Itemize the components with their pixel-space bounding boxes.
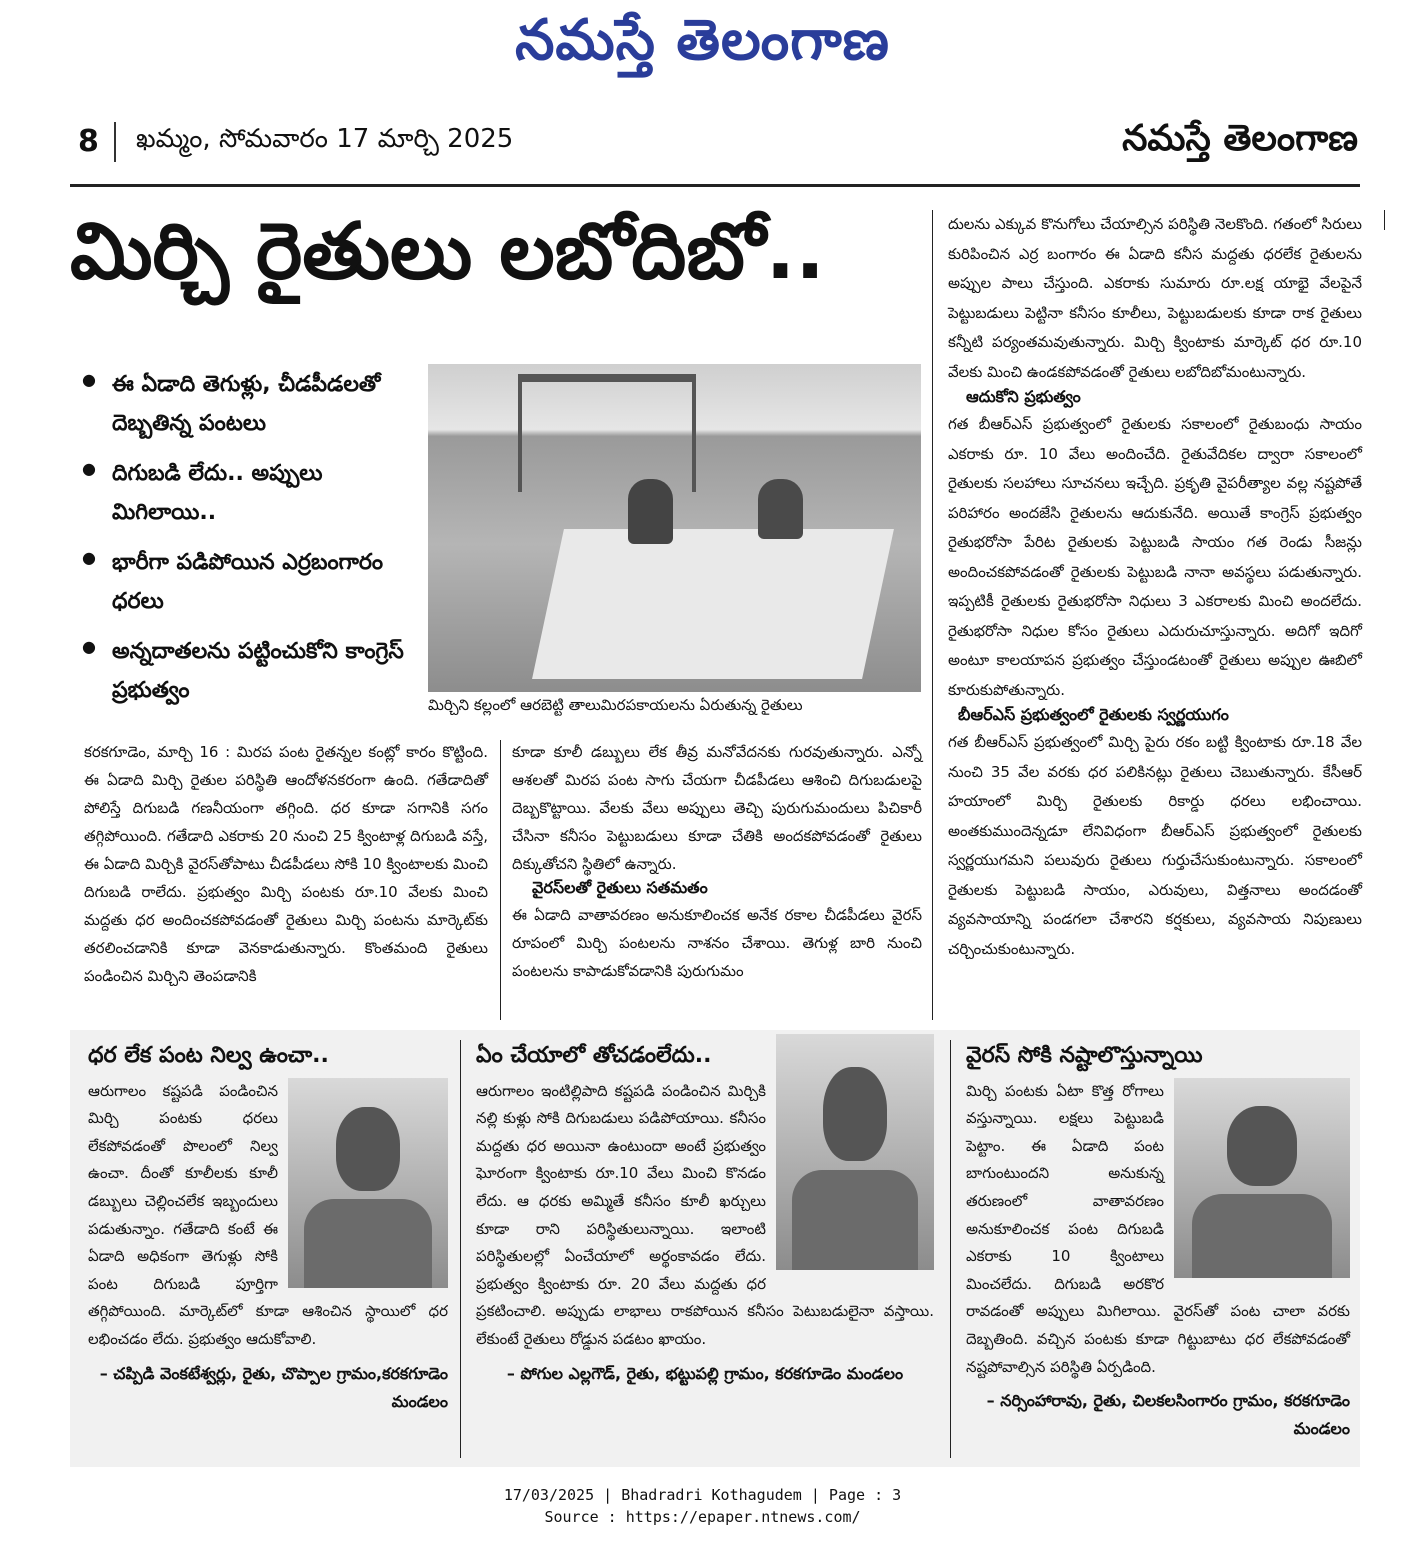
header-rule — [70, 184, 1360, 187]
article-paragraph: కరకగూడెం, మార్చి 16 : మిరప పంట రైతన్నల కంట్లో కారం కొట్టింది. ఈ ఏడాది మిర్చి రైతుల పరిస్థితి ఆందోళనకరంగా ఉంది. గతేడాదితో పోలిస్తే దిగుబడి గణనీయంగా తగ్గింది. ధర కూడా సగానికి సగం తగ్గిపోయింది. గతేడాది ఎకరాకు 20 నుంచి 25 క్వింటాళ్ల దిగుబడి వస్తే, ఈ ఏడాది మిర్చికి వైరస్‌తోపాటు చీడపీడలు సోకి 10 క్వింటాలకు మించి దిగుబడి రాలేదు. ప్రభుత్వం మిర్చి పంటకు రూ.10 వేలకు మించి మద్దతు ధర అందించకపోవడంతో రైతులు మిర్చి పంటను మార్కెట్‌కు తరలించడానికి కూడా వెనకాడుతున్నారు. కొంతమంది రైతులు పండించిన మిర్చిని తెంపడానికి — [84, 743, 488, 985]
masthead-logo: నమస్తే తెలంగాణ — [515, 8, 890, 73]
quote-byline: – చప్పిడి వెంకటేశ్వర్లు, రైతు, చొప్పాల గ్రామం,కరకగూడెం మండలం — [99, 1363, 448, 1411]
header-logo: నమస్తే తెలంగాణ — [1122, 118, 1358, 159]
bullet-item: ● భారీగా పడిపోయిన ఎర్రబంగారం ధరలు — [82, 544, 422, 621]
article-subhead: వైరస్‌లతో రైతులు సతమతం — [532, 878, 708, 897]
box-divider — [950, 1040, 951, 1458]
box-divider — [460, 1040, 461, 1458]
article-column-2 — [512, 738, 922, 985]
article-headline: మిర్చి రైతులు లబోదిబో.. — [70, 207, 825, 297]
quote-text: ఆరుగాలం కష్టపడి పండించిన మిర్చి పంటకు ధరలు లేకపోవడంతో పొలంలో నిల్వ ఉంచా. దీంతో కూలీలకు కూలీ డబ్బులు చెల్లించలేక ఇబ్బందులు పడుతున్నాం. గతేడాది కంటే ఈ ఏడాది అధికంగా తెగుళ్లు సోకి పంట దిగుబడి పూర్తిగా తగ్గిపోయింది. మార్కెట్‌లో కూడా ఆశించిన స్థాయిలో ధర లభించడం లేదు. ప్రభుత్వం ఆదుకోవాలి. — [88, 1081, 448, 1348]
quote-box-3 — [966, 1042, 1350, 1443]
quote-text: మిర్చి పంటకు ఏటా కొత్త రోగాలు వస్తున్నాయి. లక్షలు పెట్టుబడి పెట్టాం. ఈ ఏడాది పంట బాగుంటుందని అనుకున్న తరుణంలో వాతావరణం అనుకూలించక పంట దిగుబడి ఎకరాకు 10 క్వింటాలు మించలేదు. దిగుబడి అరకొర రావడంతో అప్పులు మిగిలాయి. వైరస్‌తో పంట చాలా వరకు దెబ్బతింది. వచ్చిన పంటకు కూడా గిట్టుబాటు ధర లేకపోవడంతో నష్టపోవాల్సిన పరిస్థితి ఏర్పడింది. — [966, 1081, 1350, 1376]
article-subhead: బీఆర్ఎస్ ప్రభుత్వంలో రైతులకు స్వర్ణయుగం — [958, 705, 1229, 724]
quote-title: ధర లేక పంట నిల్వ ఉంచా.. — [88, 1043, 329, 1068]
article-column-1 — [84, 738, 488, 990]
photo-caption: మిర్చిని కల్లంలో ఆరబెట్టి తాలుమిరపకాయలను ఏరుతున్న రైతులు — [428, 696, 803, 714]
quote-title: వైరస్ సోకి నష్టాలొస్తున్నాయి — [966, 1043, 1203, 1068]
header-divider — [114, 122, 116, 162]
farmer-portrait — [1174, 1078, 1350, 1278]
bullet-item: ● ఈ ఏడాది తెగుళ్లు, చీడపీడలతో దెబ్బతిన్న పంటలు — [82, 366, 422, 443]
quote-byline: – పోగుల ఎల్లగౌడ్, రైతు, భట్టుపల్లి గ్రామం, కరకగూడెం మండలం — [506, 1363, 904, 1383]
article-paragraph: గత బీఆర్ఎస్ ప్రభుత్వంలో మిర్చి పైరు రకం బట్టి క్వింటాకు రూ.18 వేల నుంచి 35 వేల వరకు ధర పలికినట్లు రైతులు చెబుతున్నారు. కేసీఆర్ హయాంలో మిర్చి రైతులకు రికార్డు ధరలు లభించాయి. అంతకుముందెన్నడూ లేనివిధంగా బీఆర్ఎస్ ప్రభుత్వంలో రైతులకు స్వర్ణయుగమని పలువురు రైతులు గుర్తుచేసుకుంటున్నారు. సకాలంలో రైతులకు పెట్టుబడి సాయం, ఎరువులు, విత్తనాలు అందడంతో వ్యవసాయాన్ని పండగలా చేశారని కర్షకులు, వ్యవసాయ నిపుణులు చర్చించుకుంటున్నారు. — [948, 733, 1362, 958]
dateline: ఖమ్మం, సోమవారం 17 మార్చి 2025 — [136, 124, 514, 154]
tarpaulin-shape — [532, 529, 894, 679]
page-number: 8 — [78, 124, 99, 159]
column-divider — [932, 210, 933, 1020]
quote-box-1 — [88, 1042, 448, 1416]
quote-title: ఏం చేయాలో తోచడంలేదు.. — [476, 1043, 712, 1068]
page-footer — [0, 1484, 1405, 1528]
farmers-drying-chillies-photo — [428, 364, 921, 692]
column-divider — [500, 740, 501, 1020]
footer-source-link[interactable]: Source : https://epaper.ntnews.com/ — [544, 1508, 861, 1526]
quote-text: ఆరుగాలం ఇంటిల్లిపాది కష్టపడి పండించిన మిర్చికి నల్లి కుళ్లు సోకి దిగుబడులు పడిపోయాయి. కనీసం మద్దతు ధర అయినా ఉంటుందా అంటే ప్రభుత్వం ఘోరంగా క్వింటాకు రూ.10 వేలు మించి కొనడం లేదు. ఆ ధరకు అమ్మితే కనీసం కూలీ ఖర్చులు కూడా రాని పరిస్థితులున్నాయి. ఇలాంటి పరిస్థితులల్లో ఏంచేయాలో అర్థంకావడం లేదు. ప్రభుత్వం క్వింటాకు రూ. 20 వేలు మద్దతు ధర ప్రకటించాలి. అప్పుడు లాభాలు రాకపోయిన కనీసం పెటుబడులైనా వస్తాయి. లేకుంటే రైతులు రోడ్డున పడటం ఖాయం. — [476, 1081, 934, 1348]
shed-shape — [518, 374, 696, 492]
footer-date-line: 17/03/2025 | Bhadradri Kothagudem | Page : 3 — [503, 1486, 902, 1504]
page-header — [78, 118, 1358, 178]
quote-byline: – నర్సింహారావు, రైతు, చిలకలసింగారం గ్రామం, కరకగూడెం మండలం — [986, 1391, 1350, 1439]
article-paragraph: ఈ ఏడాది వాతావరణం అనుకూలించక అనేక రకాల చీడపీడలు వైరస్ రూపంలో మిర్చి పంటలను నాశనం చేశాయి. తెగుళ్ల బారి నుంచి పంటలను కాపాడుకోవడానికి పురుగుమం — [512, 906, 922, 980]
column-divider — [1384, 210, 1385, 230]
article-paragraph: కూడా కూలీ డబ్బులు లేక తీవ్ర మనోవేదనకు గురవుతున్నారు. ఎన్నో ఆశలతో మిరప పంట సాగు చేయగా చీడపీడలు ఆశించి దిగుబడులపై దెబ్బకొట్టాయి. వేలకు వేలు అప్పులు తెచ్చి పురుగుమందులు పిచికారీ చేసినా కనీసం పెట్టుబడులు కూడా చేతికి అందకపోవడంతో రైతులు దిక్కుతోచని స్థితిలో ఉన్నారు. — [512, 743, 922, 873]
bullet-item: ● దిగుబడి లేదు.. అప్పులు మిగిలాయి.. — [82, 455, 422, 532]
article-column-3 — [948, 210, 1362, 964]
article-subhead: ఆదుకోని ప్రభుత్వం — [966, 387, 1081, 406]
farmer-figure — [758, 479, 803, 539]
quote-box-2 — [476, 1042, 934, 1388]
highlight-bullets — [82, 366, 422, 722]
farmer-portrait — [288, 1078, 448, 1288]
farmer-portrait — [776, 1034, 934, 1270]
farmer-figure — [628, 479, 673, 544]
bullet-item: ● అన్నదాతలను పట్టించుకోని కాంగ్రెస్ ప్రభుత్వం — [82, 633, 422, 710]
article-paragraph: గత బీఆర్ఎస్ ప్రభుత్వంలో రైతులకు సకాలంలో రైతుబంధు సాయం ఎకరాకు రూ. 10 వేలు అందించేది. రైతువేదికల ద్వారా సకాలంలో రైతులకు సలహాలు సూచనలు ఇచ్చేది. ప్రకృతి వైపరీత్యాల వల్ల నష్టపోతే పరిహారం అందజేసి రైతులను ఆదుకునేది. అయితే కాంగ్రెస్ ప్రభుత్వం రైతుభరోసా పేరిట రైతులకు పెట్టుబడి సాయం గత రెండు సీజన్లు అందించకపోవడంతో రైతులకు పెట్టుబడి నానా అవస్థలు పడుతున్నారు. ఇప్పటికీ రైతులకు రైతుభరోసా నిధులు 3 ఎకరాలకు మించి అందలేదు. రైతుభరోసా నిధుల కోసం రైతులు ఎదురుచూస్తున్నారు. అదిగో ఇదిగో అంటూ కాలయాపన ప్రభుత్వం చేస్తుండటంతో రైతులు అప్పుల ఊబిలో కూరుకుపోతున్నారు. — [948, 415, 1362, 699]
article-paragraph: దులను ఎక్కువ కొనుగోలు చేయాల్సిన పరిస్థితి నెలకొంది. గతంలో సిరులు కురిపించిన ఎర్ర బంగారం ఈ ఏడాది కనీస మద్దతు ధరలేక రైతులను అప్పుల పాలు చేస్తుంది. ఎకరాకు సుమారు రూ.లక్ష యాభై వేలపైనే పెట్టుబడులు పెట్టినా కనీసం కూలీలు, పెట్టుబడులకు కూడా రాక రైతులు కన్నీటి పర్యంతమవుతున్నారు. మిర్చి క్వింటాకు మార్కెట్ ధర రూ.10 వేలకు మించి ఉండకపోవడంతో రైతులు లబోదిబోమంటున్నారు. — [948, 215, 1362, 381]
